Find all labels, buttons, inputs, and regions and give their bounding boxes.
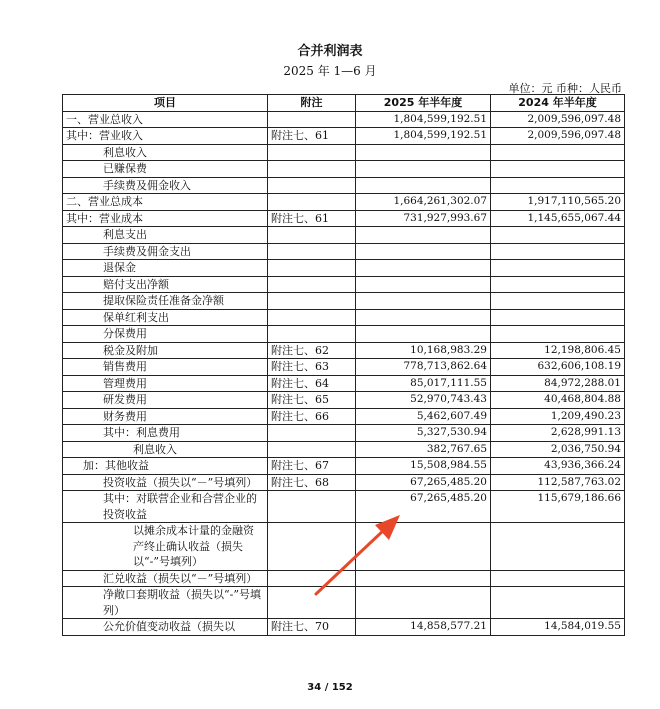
row-current-value	[356, 144, 491, 161]
row-item-label: 其中：营业收入	[63, 128, 268, 145]
row-current-value: 5,462,607.49	[356, 408, 491, 425]
row-prior-value	[491, 144, 625, 161]
row-item-label: 其中：对联营企业和合营企业的投资收益	[63, 491, 268, 523]
table-row	[63, 227, 625, 244]
row-note	[268, 326, 356, 343]
row-current-value	[356, 293, 491, 310]
row-current-value: 67,265,485.20	[356, 474, 491, 491]
table-row	[63, 210, 625, 227]
row-prior-value	[491, 177, 625, 194]
row-note: 附注七、67	[268, 458, 356, 475]
row-note: 附注七、61	[268, 128, 356, 145]
row-current-value	[356, 243, 491, 260]
table-row	[63, 293, 625, 310]
row-item-label: 手续费及佣金支出	[63, 243, 268, 260]
income-statement-table	[62, 94, 625, 636]
row-prior-value	[491, 260, 625, 277]
row-note	[268, 293, 356, 310]
table-row	[63, 111, 625, 128]
table-row	[63, 425, 625, 442]
row-current-value: 1,804,599,192.51	[356, 128, 491, 145]
row-note: 附注七、68	[268, 474, 356, 491]
row-item-label: 投资收益（损失以“－”号填列）	[63, 474, 268, 491]
row-item-label: 财务费用	[63, 408, 268, 425]
table-row	[63, 161, 625, 178]
row-prior-value	[491, 227, 625, 244]
statement-period: 2025 年 1—6 月	[283, 64, 377, 78]
row-current-value	[356, 523, 491, 571]
row-item-label: 其中：利息费用	[63, 425, 268, 442]
row-prior-value	[491, 587, 625, 619]
row-item-label: 公允价值变动收益（损失以	[63, 619, 268, 636]
row-note	[268, 523, 356, 571]
table-row	[63, 523, 625, 571]
row-current-value: 1,804,599,192.51	[356, 111, 491, 128]
currency-unit: 单位：元 币种：人民币	[508, 82, 622, 95]
row-prior-value: 2,628,991.13	[491, 425, 625, 442]
row-current-value: 5,327,530.94	[356, 425, 491, 442]
row-item-label: 管理费用	[63, 375, 268, 392]
row-note: 附注七、66	[268, 408, 356, 425]
row-prior-value: 1,917,110,565.20	[491, 194, 625, 211]
row-prior-value: 14,584,019.55	[491, 619, 625, 636]
row-current-value: 67,265,485.20	[356, 491, 491, 523]
row-prior-value: 112,587,763.02	[491, 474, 625, 491]
table-row	[63, 491, 625, 523]
row-item-label: 加：其他收益	[63, 458, 268, 475]
row-current-value	[356, 260, 491, 277]
header-current-period: 2025 年半年度	[356, 95, 491, 112]
table-row	[63, 441, 625, 458]
row-current-value: 731,927,993.67	[356, 210, 491, 227]
row-current-value: 52,970,743.43	[356, 392, 491, 409]
table-row	[63, 587, 625, 619]
table-body	[63, 111, 625, 635]
row-note: 附注七、62	[268, 342, 356, 359]
table-row	[63, 474, 625, 491]
page-number: 34 / 152	[307, 682, 353, 693]
table-row	[63, 342, 625, 359]
table-header-row	[63, 95, 625, 112]
table-row	[63, 375, 625, 392]
table-row	[63, 408, 625, 425]
row-prior-value: 43,936,366.24	[491, 458, 625, 475]
row-prior-value: 632,606,108.19	[491, 359, 625, 376]
row-prior-value: 2,009,596,097.48	[491, 128, 625, 145]
row-current-value	[356, 161, 491, 178]
row-note: 附注七、70	[268, 619, 356, 636]
row-prior-value	[491, 570, 625, 587]
row-item-label: 手续费及佣金收入	[63, 177, 268, 194]
row-current-value	[356, 177, 491, 194]
row-note	[268, 227, 356, 244]
row-prior-value: 2,009,596,097.48	[491, 111, 625, 128]
table-row	[63, 359, 625, 376]
row-item-label: 退保金	[63, 260, 268, 277]
row-prior-value: 84,972,288.01	[491, 375, 625, 392]
row-note: 附注七、64	[268, 375, 356, 392]
row-item-label: 二、营业总成本	[63, 194, 268, 211]
row-prior-value	[491, 161, 625, 178]
table-row	[63, 326, 625, 343]
row-item-label: 以摊余成本计量的金融资产终止确认收益（损失以“-”号填列）	[63, 523, 268, 571]
row-item-label: 销售费用	[63, 359, 268, 376]
row-note	[268, 425, 356, 442]
row-current-value: 778,713,862.64	[356, 359, 491, 376]
row-current-value	[356, 326, 491, 343]
row-item-label: 分保费用	[63, 326, 268, 343]
row-current-value	[356, 276, 491, 293]
row-note	[268, 111, 356, 128]
row-prior-value: 2,036,750.94	[491, 441, 625, 458]
row-current-value: 382,767.65	[356, 441, 491, 458]
table-row	[63, 194, 625, 211]
row-item-label: 保单红利支出	[63, 309, 268, 326]
row-item-label: 净敞口套期收益（损失以“-”号填列）	[63, 587, 268, 619]
row-note	[268, 260, 356, 277]
table-row	[63, 570, 625, 587]
row-item-label: 赔付支出净额	[63, 276, 268, 293]
row-note: 附注七、63	[268, 359, 356, 376]
row-current-value: 15,508,984.55	[356, 458, 491, 475]
row-item-label: 利息支出	[63, 227, 268, 244]
row-prior-value: 40,468,804.88	[491, 392, 625, 409]
table-row	[63, 458, 625, 475]
row-note	[268, 491, 356, 523]
row-current-value: 1,664,261,302.07	[356, 194, 491, 211]
row-note	[268, 587, 356, 619]
row-note	[268, 144, 356, 161]
row-item-label: 已赚保费	[63, 161, 268, 178]
row-prior-value	[491, 293, 625, 310]
row-prior-value: 1,145,655,067.44	[491, 210, 625, 227]
table-row	[63, 260, 625, 277]
row-current-value: 14,858,577.21	[356, 619, 491, 636]
row-prior-value	[491, 276, 625, 293]
table-row	[63, 309, 625, 326]
row-current-value: 10,168,983.29	[356, 342, 491, 359]
header-note: 附注	[268, 95, 356, 112]
table-row	[63, 128, 625, 145]
row-prior-value: 12,198,806.45	[491, 342, 625, 359]
row-note: 附注七、61	[268, 210, 356, 227]
row-item-label: 税金及附加	[63, 342, 268, 359]
row-prior-value: 1,209,490.23	[491, 408, 625, 425]
table-row	[63, 276, 625, 293]
table-row	[63, 243, 625, 260]
row-item-label: 提取保险责任准备金净额	[63, 293, 268, 310]
row-item-label: 利息收入	[63, 441, 268, 458]
statement-title: 合并利润表	[297, 44, 363, 59]
row-note	[268, 243, 356, 260]
row-current-value	[356, 309, 491, 326]
row-note	[268, 276, 356, 293]
row-note	[268, 177, 356, 194]
row-current-value	[356, 587, 491, 619]
header-prior-period: 2024 年半年度	[491, 95, 625, 112]
row-note	[268, 309, 356, 326]
row-note	[268, 161, 356, 178]
table-row	[63, 177, 625, 194]
row-item-label: 研发费用	[63, 392, 268, 409]
row-current-value: 85,017,111.55	[356, 375, 491, 392]
row-note	[268, 194, 356, 211]
row-prior-value	[491, 326, 625, 343]
row-prior-value	[491, 243, 625, 260]
row-prior-value	[491, 523, 625, 571]
row-prior-value: 115,679,186.66	[491, 491, 625, 523]
row-item-label: 其中：营业成本	[63, 210, 268, 227]
row-item-label: 利息收入	[63, 144, 268, 161]
table-row	[63, 144, 625, 161]
row-prior-value	[491, 309, 625, 326]
row-note	[268, 441, 356, 458]
header-item: 项目	[63, 95, 268, 112]
row-item-label: 一、营业总收入	[63, 111, 268, 128]
table-row	[63, 392, 625, 409]
row-note: 附注七、65	[268, 392, 356, 409]
row-current-value	[356, 227, 491, 244]
row-current-value	[356, 570, 491, 587]
row-note	[268, 570, 356, 587]
row-item-label: 汇兑收益（损失以“－”号填列）	[63, 570, 268, 587]
table-row	[63, 619, 625, 636]
